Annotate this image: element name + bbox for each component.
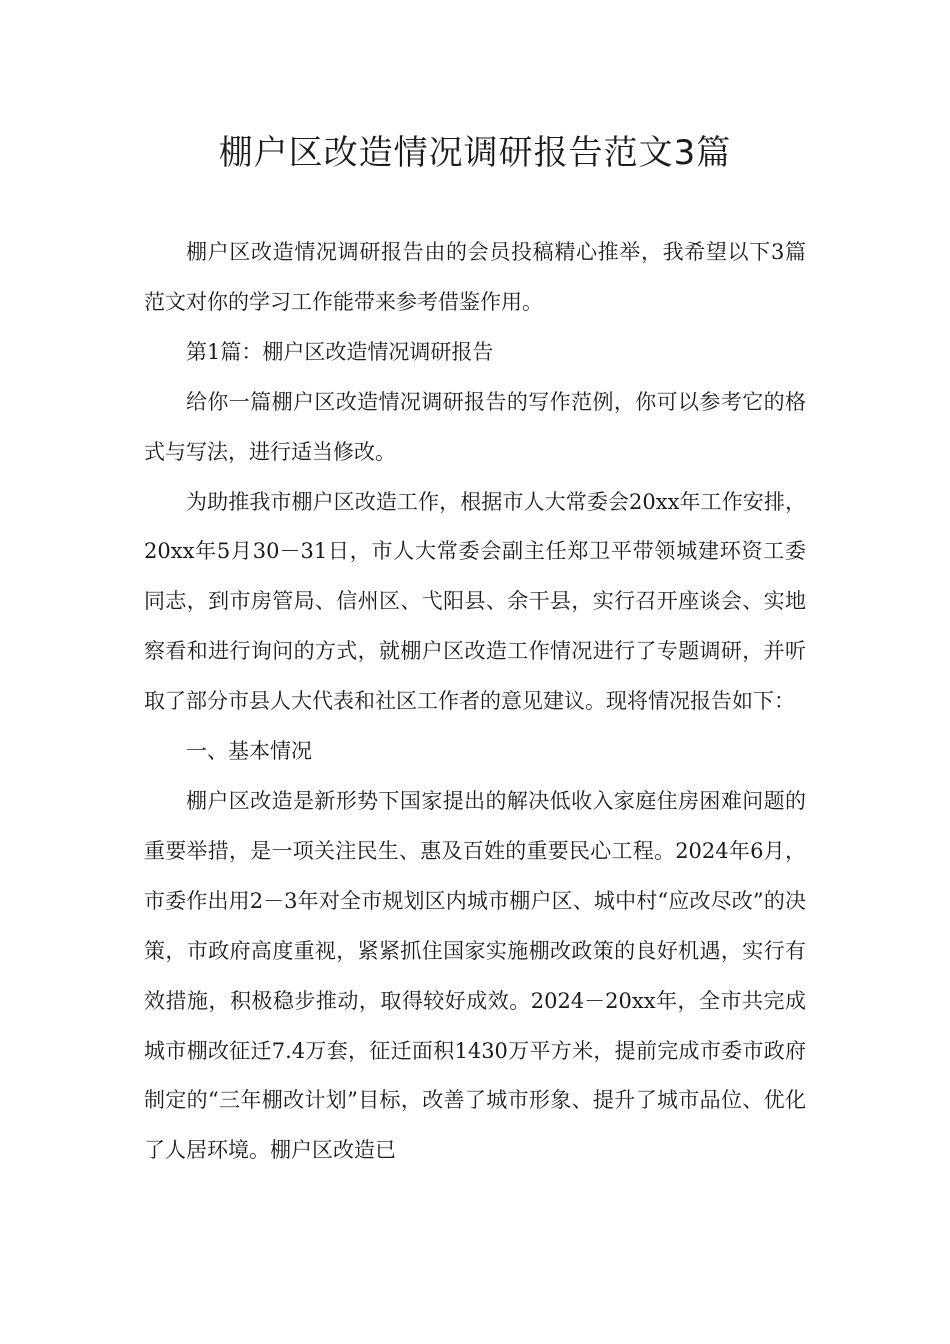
paragraph-example-note: 给你一篇棚户区改造情况调研报告的写作范例，你可以参考它的格式与写法，进行适当修改。 bbox=[144, 389, 806, 464]
paragraph-intro: 棚户区改造情况调研报告由的会员投稿精心推举，我希望以下3篇范文对你的学习工作能带来参考借鉴作用。 bbox=[144, 240, 806, 314]
paragraph-basic-situation: 棚户区改造是新形势下国家提出的解决低收入家庭住房困难问题的重要举措，是一项关注民生、惠及百姓的重要民心工程。2024年6月，市委作出用2－3年对全市规划区内城市棚户区、城中村“应改尽改”的决策，市政府高度重视，紧紧抓住国家实施棚改政策的良好机遇，实行有效措施，积极稳步推动，取得较好成效。2024－20xx年，全市共完成城市棚改征迁7.4万套，征迁面积1430万平方米，提前完成市委市政府制定的“三年棚改计划”目标，改善了城市形象、提升了城市品位、优化了人居环境。棚户区改造已 bbox=[144, 788, 806, 1163]
document-body bbox=[144, 228, 806, 1176]
paragraph-section-heading-1: 第1篇：棚户区改造情况调研报告 bbox=[186, 339, 494, 364]
document-title: 棚户区改造情况调研报告范文3篇 bbox=[218, 133, 732, 173]
paragraph-background: 为助推我市棚户区改造工作，根据市人大常委会20xx年工作安排，20xx年5月30－31日，市人大常委会副主任郑卫平带领城建环资工委同志，到市房管局、信州区、弋阳县、余干县，实行召开座谈会、实地察看和进行询问的方式，就棚户区改造工作情况进行了专题调研，并听取了部分市县人大代表和社区工作者的意见建议。现将情况报告如下： bbox=[144, 489, 806, 714]
paragraph-heading-basic-situation: 一、基本情况 bbox=[186, 739, 312, 764]
